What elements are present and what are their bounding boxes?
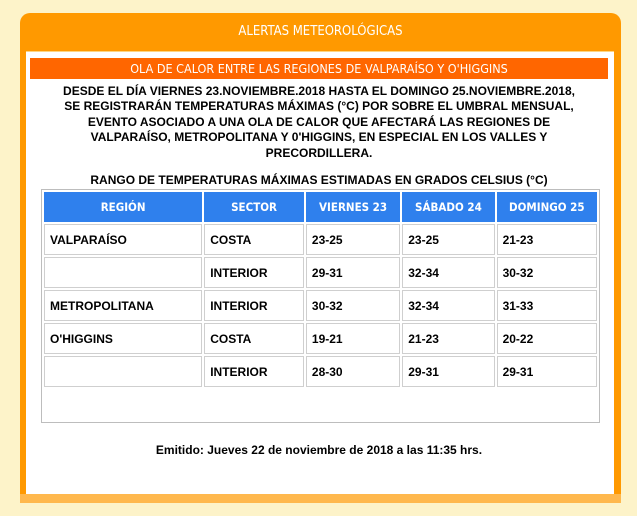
alert-description-line: EVENTO ASOCIADO A UNA OLA DE CALOR QUE AFECTARÁ LAS REGIONES DE (87, 114, 551, 129)
region-cell (44, 356, 202, 387)
sunday-range-cell: 29-31 (497, 356, 597, 387)
alert-description-line: VALPARAÍSO, METROPOLITANA Y 0'HIGGINS, EN ESPECIAL EN LOS VALLES Y (90, 130, 548, 145)
friday-range-cell: 28-30 (306, 356, 400, 387)
saturday-range-cell: 29-31 (402, 356, 494, 387)
friday-range-cell: 30-32 (306, 290, 400, 321)
sector-cell: INTERIOR (204, 290, 304, 321)
friday-range-cell: 19-21 (306, 323, 400, 354)
region-cell: VALPARAÍSO (44, 224, 202, 255)
issued-timestamp: Emitido: Jueves 22 de noviembre de 2018 a las 11:35 hrs. (155, 443, 483, 457)
sector-cell: INTERIOR (204, 257, 304, 288)
saturday-range-cell: 32-34 (402, 257, 494, 288)
region-cell: O'HIGGINS (44, 323, 202, 354)
region-cell: METROPOLITANA (44, 290, 202, 321)
friday-range-cell: 29-31 (306, 257, 400, 288)
table-row (44, 356, 597, 387)
alert-description (30, 84, 608, 161)
alert-headline: OLA DE CALOR ENTRE LAS REGIONES DE VALPARAÍSO Y O'HIGGINS (30, 58, 608, 79)
sunday-range-cell: 20-22 (497, 323, 597, 354)
table-row (44, 257, 597, 288)
sunday-range-cell: 21-23 (497, 224, 597, 255)
alert-content (26, 51, 614, 495)
panel-bottom-strip (20, 494, 621, 503)
temperature-table-container (41, 189, 600, 423)
table-row (44, 290, 597, 321)
saturday-range-cell: 23-25 (402, 224, 494, 255)
column-header-saturday: SÁBADO 24 (402, 192, 494, 222)
friday-range-cell: 23-25 (306, 224, 400, 255)
temperature-range-title: RANGO DE TEMPERATURAS MÁXIMAS ESTIMADAS EN GRADOS CELSIUS (°C) (90, 173, 548, 187)
alert-description-line: DESDE EL DÍA VIERNES 23.NOVIEMBRE.2018 HASTA EL DOMINGO 25.NOVIEMBRE.2018, (63, 84, 575, 98)
saturday-range-cell: 21-23 (402, 323, 494, 354)
panel-title: ALERTAS METEOROLÓGICAS (238, 24, 403, 39)
sector-cell: COSTA (204, 323, 304, 354)
alert-description-line: PRECORDILLERA. (265, 145, 373, 160)
sunday-range-cell: 31-33 (497, 290, 597, 321)
table-header-row (44, 192, 597, 222)
region-cell (44, 257, 202, 288)
sunday-range-cell: 30-32 (497, 257, 597, 288)
column-header-friday: VIERNES 23 (306, 192, 400, 222)
alert-description-line: SE REGISTRARÁN TEMPERATURAS MÁXIMAS (°C) POR SOBRE EL UMBRAL MENSUAL, (64, 99, 574, 114)
weather-alerts-panel (20, 13, 621, 503)
column-header-region: REGIÓN (44, 192, 202, 222)
saturday-range-cell: 32-34 (402, 290, 494, 321)
column-header-sector: SECTOR (204, 192, 304, 222)
temperature-table (42, 190, 599, 389)
column-header-sunday: DOMINGO 25 (497, 192, 597, 222)
sector-cell: INTERIOR (204, 356, 304, 387)
table-row (44, 323, 597, 354)
sector-cell: COSTA (204, 224, 304, 255)
table-row (44, 224, 597, 255)
